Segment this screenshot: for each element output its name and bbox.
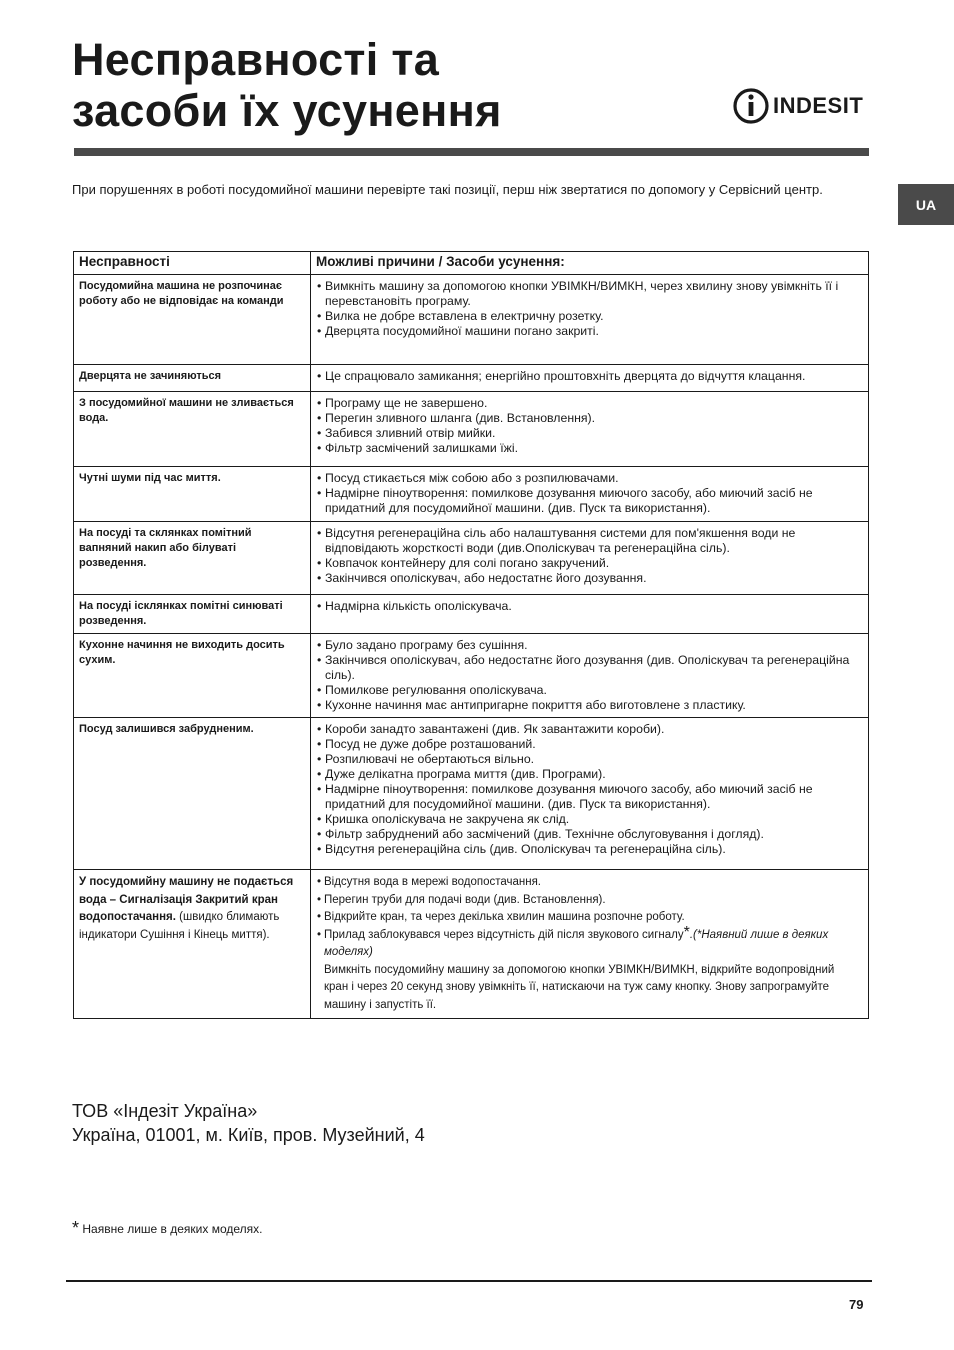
problem-cell: На посуді ісклянках помітні синюваті розведення.	[74, 595, 311, 634]
indesit-logo-wordmark: INDESIT	[773, 93, 864, 118]
cause-item: • Вилка не добре вставлена в електричну розетку.	[317, 309, 860, 324]
cause-item: • Закінчився ополіскувач, або недостатнє його дозування (див. Ополіскувач та регенераційна сіль).	[317, 653, 860, 683]
footnote	[72, 1218, 263, 1238]
language-tab: UA	[898, 184, 954, 225]
page-title-line-1: Несправності та	[72, 34, 440, 85]
cause-item: • Забився зливний отвір мийки.	[317, 426, 860, 441]
reset-instruction: Вимкніть посудомийну машину за допомогою кнопки УВІМКН/ВИМКН, відкрийте водопровідний кран і через 20 секунд знову увімкніть її, натискаючи на туж саму кнопку. Знову запрограмуйте машину і запустіть її.	[324, 963, 835, 1011]
causes-cell	[311, 392, 869, 467]
table-row	[74, 467, 869, 522]
cause-item: • Помилкове регулювання ополіскувача.	[317, 683, 860, 698]
header-divider	[74, 148, 869, 156]
column-header-problem: Несправності	[74, 252, 311, 275]
problem-indicator-note: (швидко блимають індикатори Сушіння і Кінець миття).	[79, 911, 280, 941]
cause-item: • Фільтр забруднений або засмічений (див. Технічне обслуговування і догляд).	[317, 827, 860, 842]
cause-item-blocked	[317, 923, 860, 962]
company-info	[72, 1099, 425, 1147]
intro-paragraph: При порушеннях в роботі посудомийної машини перевірте такі позиції, перш ніж звертатися по допомогу у Сервісний центр.	[72, 182, 823, 197]
page-title	[72, 34, 502, 136]
problem-cell: Посудомийна машина не розпочинає роботу або не відповідає на команди	[74, 275, 311, 365]
indesit-logo	[733, 86, 870, 126]
cause-item: • Надмірне піноутворення: помилкове дозування миючого засобу, або миючий засіб не придатний для посудомийної машини. (див. Пуск та використання).	[317, 782, 860, 812]
causes-cell	[311, 634, 869, 718]
table-row	[74, 365, 869, 392]
table-row	[74, 522, 869, 595]
causes-cell	[311, 365, 869, 392]
table-row	[74, 275, 869, 365]
table-body	[74, 275, 869, 1019]
cause-item: • Це спрацювало замикання; енергійно проштовхніть дверцята до відчуття клацання.	[317, 369, 860, 384]
table-header-row	[74, 252, 869, 275]
causes-cell	[311, 718, 869, 870]
table-row-water-supply	[74, 870, 869, 1019]
company-address: Україна, 01001, м. Київ, пров. Музейний, 4	[72, 1125, 425, 1145]
footer-divider	[66, 1280, 872, 1282]
cause-item: • Дверцята посудомийної машини погано закриті.	[317, 324, 860, 339]
cause-item: • Надмірне піноутворення: помилкове дозування миючого засобу, або миючий засіб не придатний для посудомийної машини. (див. Пуск та використання).	[317, 486, 860, 516]
table-row	[74, 392, 869, 467]
asterisk-mark: *	[683, 923, 690, 941]
cause-item: • Програму ще не завершено.	[317, 396, 860, 411]
model-availability-note: .(*Наявний лише в деяких моделях)	[324, 928, 829, 958]
problem-cell: На посуді та склянках помітний вапняний накип або білуваті розведення.	[74, 522, 311, 595]
table-row	[74, 718, 869, 870]
cause-item: • Перегин зливного шланга (див. Встановлення).	[317, 411, 860, 426]
cause-item: • Ковпачок контейнеру для солі погано закручений.	[317, 556, 860, 571]
cause-item: • Фільтр засмічений залишками їжі.	[317, 441, 860, 456]
page-number: 79	[849, 1297, 864, 1312]
cause-item: • Короби занадто завантажені (див. Як завантажити короби).	[317, 722, 860, 737]
problem-cell: Посуд залишився забрудненим.	[74, 718, 311, 870]
indesit-logo-icon	[733, 87, 769, 125]
company-name: ТОВ «Індезіт Україна»	[72, 1101, 258, 1121]
problem-cell: Кухонне начиння не виходить досить сухим.	[74, 634, 311, 718]
cause-item: • Відсутня регенераційна сіль (див. Ополіскувач та регенераційна сіль).	[317, 842, 860, 857]
cause-item: • Надмірна кількість ополіскувача.	[317, 599, 860, 614]
cause-item: • Було задано програму без сушіння.	[317, 638, 860, 653]
causes-cell	[311, 467, 869, 522]
table-row	[74, 595, 869, 634]
cause-item: • Посуд не дуже добре розташований.	[317, 737, 860, 752]
problem-cell	[74, 870, 311, 1019]
problem-cell: З посудомийної машини не зливається вода.	[74, 392, 311, 467]
cause-item: • Дуже делікатна програма миття (див. Програми).	[317, 767, 860, 782]
troubleshooting-table	[73, 251, 869, 1019]
causes-cell	[311, 275, 869, 365]
cause-item: • Відсутня регенераційна сіль або налаштування системи для пом'якшення води не відповідають жорсткості води (див.Ополіскувач та регенераційна сіль).	[317, 526, 860, 556]
problem-cell: Чутні шуми під час миття.	[74, 467, 311, 522]
cause-item: • Відкрийте кран, та через декілька хвилин машина розпочне роботу.	[317, 909, 860, 927]
cause-item: • Розпилювачі не обертаються вільно.	[317, 752, 860, 767]
causes-cell	[311, 595, 869, 634]
column-header-causes: Можливі причини / Засоби усунення:	[311, 252, 869, 275]
footnote-text: Наявне лише в деяких моделях.	[82, 1222, 263, 1236]
problem-cell: Дверцята не зачиняються	[74, 365, 311, 392]
causes-cell	[311, 870, 869, 1019]
cause-item: • Кришка ополіскувача не закручена як слід.	[317, 812, 860, 827]
cause-item: • Відсутня вода в мережі водопостачання.	[317, 874, 860, 892]
cause-item: • Вимкніть машину за допомогою кнопки УВІМКН/ВИМКН, через хвилину знову увімкніть її і перевстановіть програму.	[317, 279, 860, 309]
table-row	[74, 634, 869, 718]
problem-alarm-text: У посудомийну машину не подається вода – Сигналізація Закритий кран водопостачання.	[79, 876, 294, 923]
causes-cell	[311, 522, 869, 595]
blocked-text: Прилад заблокувався через відсутність дій після звукового сигналу	[324, 928, 684, 941]
footnote-asterisk: *	[72, 1218, 80, 1238]
page-title-line-2: засоби їх усунення	[72, 85, 502, 136]
cause-item: • Кухонне начиння має антипригарне покриття або виготовлене з пластику.	[317, 698, 860, 713]
cause-item: • Закінчився ополіскувач, або недостатнє його дозування.	[317, 571, 860, 586]
cause-item: • Перегин труби для подачі води (див. Встановлення).	[317, 892, 860, 910]
cause-item: • Посуд стикається між собою або з розпилювачами.	[317, 471, 860, 486]
